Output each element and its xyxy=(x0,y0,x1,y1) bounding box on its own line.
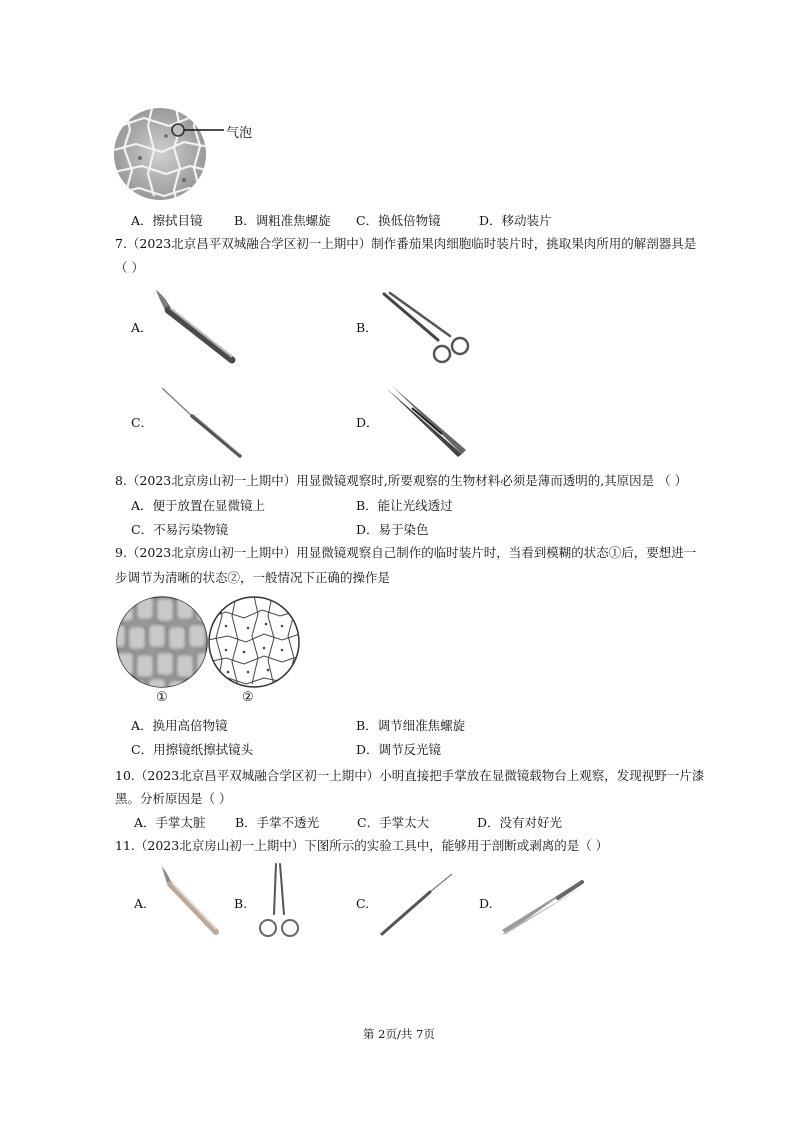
q8-option-a[interactable]: A．便于放置在显微镜上 xyxy=(131,498,266,513)
q9-option-c[interactable]: C．用擦镜纸擦拭镜头 xyxy=(131,742,254,757)
q7-option-b[interactable]: B． xyxy=(356,320,378,335)
q6-option-b[interactable]: B．调粗准焦螺旋 xyxy=(234,213,331,228)
q6-option-a[interactable]: A．擦拭目镜 xyxy=(131,213,203,228)
q8-option-d[interactable]: D．易于染色 xyxy=(356,522,429,537)
q10-option-a[interactable]: A．手掌太脏 xyxy=(134,815,206,830)
q10-option-b[interactable]: B．手掌不透光 xyxy=(235,815,320,830)
scissors-icon xyxy=(256,862,306,942)
scalpel-icon xyxy=(152,288,242,368)
q11-option-b[interactable]: B. xyxy=(234,896,248,911)
state-2-label: ② xyxy=(242,690,254,705)
q10-option-c[interactable]: C．手掌太大 xyxy=(357,815,430,830)
state-1-label: ① xyxy=(156,690,168,705)
q11-stem: 11.（2023北京房山初一上期中）下图所示的实验工具中，能够用于剖断或剥离的是（ ） xyxy=(115,838,609,853)
q7-option-d[interactable]: D． xyxy=(356,415,379,430)
q8-stem: 8.（2023北京房山初一上期中）用显微镜观察时,所要观察的生物材料必须是薄而透明的,其原因是 （ ） xyxy=(115,473,688,488)
dissecting-needle-icon xyxy=(378,872,458,942)
q7-stem: 7.（2023北京昌平双城融合学区初一上期中）制作番茄果肉细胞临时装片时，挑取果肉所用的解剖器具是 xyxy=(115,236,697,251)
q7-option-c[interactable]: C． xyxy=(131,415,154,430)
page-number: 第 2页/共 7页 xyxy=(363,1027,435,1041)
q9-stem: 9.（2023北京房山初一上期中）用显微镜观察自己制作的临时装片时，当看到模糊的状态①后，要想进一 xyxy=(115,545,697,560)
scissors-icon xyxy=(380,290,480,370)
q6-option-d[interactable]: D．移动装片 xyxy=(479,213,552,228)
q10-stem: 10.（2023北京昌平双城融合学区初一上期中）小明直接把手掌放在显微镜载物台上观察，发现视野一片漆 xyxy=(115,768,705,783)
bubble-marker xyxy=(172,124,184,136)
q10-option-d[interactable]: D．没有对好光 xyxy=(477,815,563,830)
q11-option-a[interactable]: A. xyxy=(134,896,148,911)
q7-stem-bracket: （ ） xyxy=(115,260,144,275)
q11-option-d[interactable]: D. xyxy=(479,896,493,911)
microscope-bubble-figure xyxy=(114,108,214,208)
tweezers-icon xyxy=(382,384,472,464)
clear-cells-figure xyxy=(208,596,304,692)
dissecting-needle-icon xyxy=(158,384,248,464)
q11-option-c[interactable]: C. xyxy=(356,896,370,911)
q8-option-c[interactable]: C．不易污染物镜 xyxy=(131,522,229,537)
scalpel-icon xyxy=(160,864,230,940)
q7-option-a[interactable]: A． xyxy=(131,320,153,335)
q9-option-d[interactable]: D．调节反光镜 xyxy=(356,742,442,757)
q9-stem-cont: 步调节为清晰的状态②，一般情况下正确的操作是 xyxy=(115,570,391,585)
q8-option-b[interactable]: B．能让光线透过 xyxy=(356,498,453,513)
blurry-cells-figure xyxy=(116,596,212,692)
q9-option-a[interactable]: A．换用高倍物镜 xyxy=(131,718,228,733)
q10-stem-cont: 黑。分析原因是（ ） xyxy=(115,791,232,806)
tweezers-icon xyxy=(498,878,588,938)
bubble-label: 气泡 xyxy=(226,126,253,141)
q9-option-b[interactable]: B．调节细准焦螺旋 xyxy=(356,718,466,733)
q6-option-c[interactable]: C．换低倍物镜 xyxy=(356,213,441,228)
